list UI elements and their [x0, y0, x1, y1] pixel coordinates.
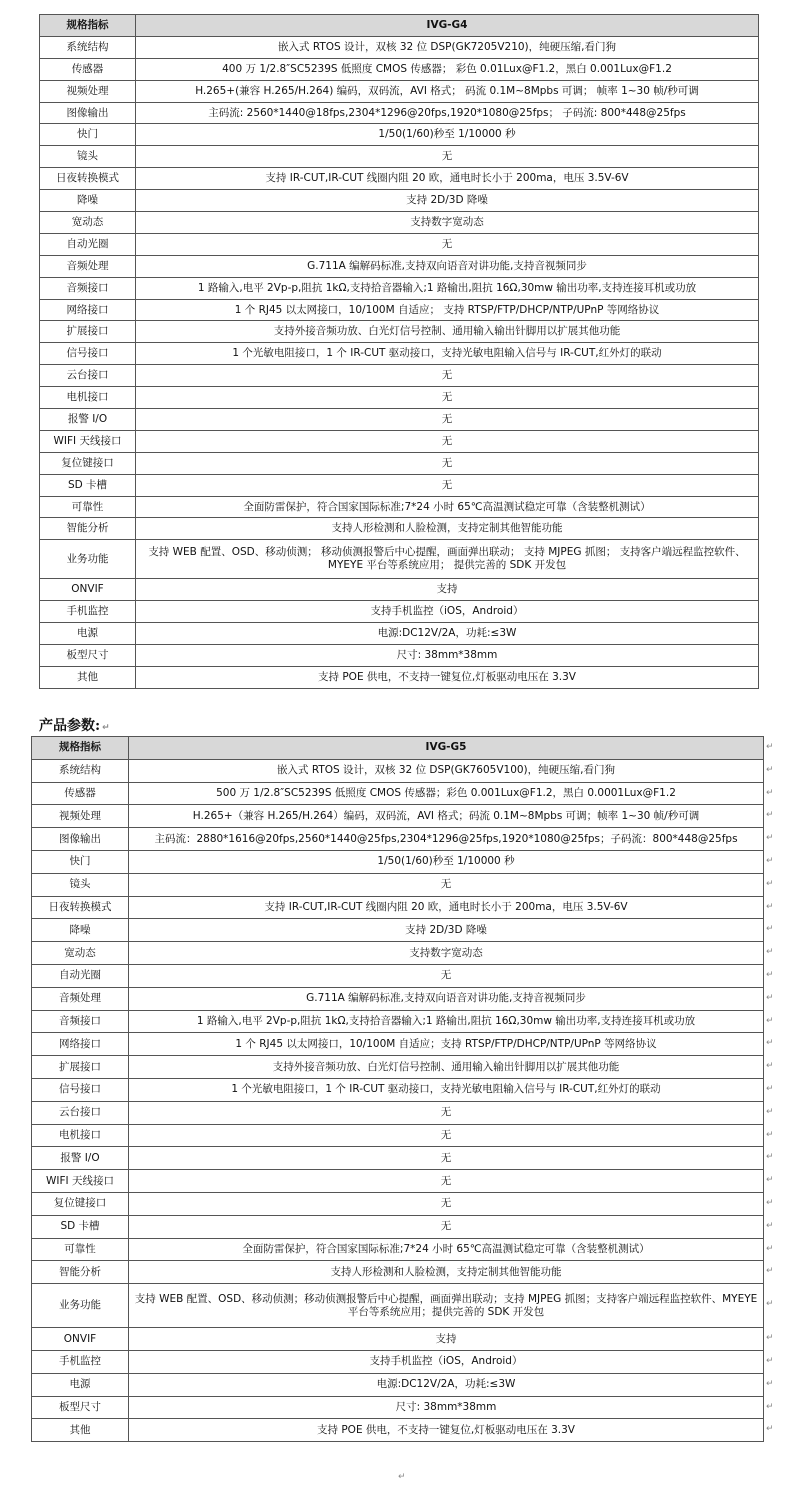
- spec-value-cell: 支持 WEB 配置、OSD、移动侦测；移动侦测报警后中心提醒，画面弹出联动；支持 MJPEG 抓图；支持客户端远程监控软件、MYEYE 平台等系统应用；提供完善的 SDK 开发包: [129, 1284, 764, 1328]
- spec-value-cell: 支持: [129, 1328, 764, 1351]
- table-row: [32, 1101, 764, 1124]
- spec-label-cell: ONVIF: [32, 1328, 129, 1351]
- table-row: [32, 1010, 764, 1033]
- spec-value-cell: 无: [129, 1170, 764, 1193]
- spec-label-cell: 其他: [32, 1419, 129, 1442]
- table-row: [32, 1350, 764, 1373]
- paragraph-mark: ↵: [766, 969, 774, 980]
- table-row: [32, 1238, 764, 1261]
- table-row: [40, 255, 759, 277]
- spec-label-cell: 音频接口: [40, 277, 136, 299]
- paragraph-mark: ↵: [766, 992, 774, 1003]
- spec-label-cell: 扩展接口: [40, 321, 136, 343]
- table-row: [32, 1170, 764, 1193]
- spec-value-cell: 支持 2D/3D 降噪: [129, 919, 764, 942]
- spec-value-cell: H.265+(兼容 H.265/H.264) 编码，双码流，AVI 格式； 码流 0.1M~8Mpbs 可调； 帧率 1~30 帧/秒可调: [136, 80, 759, 102]
- spec-value-cell: 无: [136, 233, 759, 255]
- spec-label-cell: 电源: [32, 1373, 129, 1396]
- spec-value-cell: 支持人形检测和人脸检测，支持定制其他智能功能: [136, 518, 759, 540]
- table-row: [40, 601, 759, 623]
- spec-label-cell: 日夜转换模式: [40, 168, 136, 190]
- spec-value-cell: 支持 POE 供电，不支持一键复位,灯板驱动电压在 3.3V: [136, 666, 759, 688]
- paragraph-mark: ↵: [766, 1243, 774, 1254]
- table-row: [40, 233, 759, 255]
- paragraph-mark: ↵: [766, 1151, 774, 1162]
- table-row: [32, 919, 764, 942]
- spec-value-cell: 无: [129, 873, 764, 896]
- table-row: [40, 452, 759, 474]
- spec-value-cell: 支持数字宽动态: [136, 212, 759, 234]
- table-row: [32, 1419, 764, 1442]
- table-row: [32, 1284, 764, 1328]
- table-row: [32, 828, 764, 851]
- spec-value-cell: 主码流: 2560*1440@18fps,2304*1296@20fps,1920*1080@25fps； 子码流: 800*448@25fps: [136, 102, 759, 124]
- spec-value-cell: 1 路输入,电平 2Vp-p,阻抗 1kΩ,支持拾音器输入;1 路输出,阻抗 16Ω,30mw 输出功率,支持连接耳机或功放: [136, 277, 759, 299]
- paragraph-mark: ↵: [766, 1332, 774, 1343]
- table-row: [40, 58, 759, 80]
- paragraph-mark: ↵: [766, 946, 774, 957]
- spec-value-cell: 支持人形检测和人脸检测，支持定制其他智能功能: [129, 1261, 764, 1284]
- spec-value-cell: 支持数字宽动态: [129, 942, 764, 965]
- table-row: [32, 873, 764, 896]
- table-row: [32, 1056, 764, 1079]
- spec-value-cell: 支持 IR-CUT,IR-CUT 线圈内阻 20 欧，通电时长小于 200ma，电压 3.5V-6V: [129, 896, 764, 919]
- table-header-row: [40, 15, 759, 37]
- spec-value-cell: 尺寸: 38mm*38mm: [136, 645, 759, 667]
- spec-label-cell: ONVIF: [40, 579, 136, 601]
- spec-label-cell: 网络接口: [32, 1033, 129, 1056]
- spec-label-cell: 图像输出: [40, 102, 136, 124]
- spec-value-cell: 1/50(1/60)秒至 1/10000 秒: [129, 850, 764, 873]
- paragraph-mark-end: ↵: [398, 1472, 406, 1482]
- table-row: [32, 805, 764, 828]
- spec-label-cell: 镜头: [40, 146, 136, 168]
- table-row: [40, 430, 759, 452]
- spec-label-cell: 信号接口: [32, 1078, 129, 1101]
- spec-value-cell: 无: [136, 387, 759, 409]
- spec-value-cell: 1 个 RJ45 以太网接口，10/100M 自适应； 支持 RTSP/FTP/DHCP/NTP/UPnP 等网络协议: [136, 299, 759, 321]
- table-row: [40, 387, 759, 409]
- paragraph-mark: ↵: [766, 832, 774, 843]
- spec-value-cell: 主码流：2880*1616@20fps,2560*1440@25fps,2304*1296@25fps,1920*1080@25fps；子码流：800*448@25fps: [129, 828, 764, 851]
- spec-label-cell: 音频接口: [32, 1010, 129, 1033]
- table-row: [40, 168, 759, 190]
- spec-value-cell: 1/50(1/60)秒至 1/10000 秒: [136, 124, 759, 146]
- spec-table-ivg-g4: [39, 14, 759, 689]
- paragraph-mark: ↵: [766, 764, 774, 775]
- table-row: [40, 623, 759, 645]
- spec-label-cell: 手机监控: [40, 601, 136, 623]
- paragraph-mark: ↵: [766, 1265, 774, 1276]
- spec-value-cell: 400 万 1/2.8″SC5239S 低照度 CMOS 传感器； 彩色 0.01Lux@F1.2，黑白 0.001Lux@F1.2: [136, 58, 759, 80]
- paragraph-mark: ↵: [766, 809, 774, 820]
- table-row: [40, 474, 759, 496]
- paragraph-mark: ↵: [766, 741, 774, 752]
- paragraph-mark: ↵: [766, 1423, 774, 1434]
- paragraph-mark: ↵: [766, 1197, 774, 1208]
- spec-value-cell: 1 个光敏电阻接口，1 个 IR-CUT 驱动接口，支持光敏电阻输入信号与 IR-CUT,红外灯的联动: [129, 1078, 764, 1101]
- spec-label-cell: 图像输出: [32, 828, 129, 851]
- table-row: [40, 277, 759, 299]
- table-row: [32, 1147, 764, 1170]
- table-row: [32, 850, 764, 873]
- spec-value-cell: 支持外接音频功放、白光灯信号控制、通用输入输出针脚用以扩展其他功能: [136, 321, 759, 343]
- table-row: [40, 496, 759, 518]
- spec-label-cell: WIFI 天线接口: [32, 1170, 129, 1193]
- paragraph-mark: ↵: [766, 1174, 774, 1185]
- table-row: [32, 1215, 764, 1238]
- paragraph-mark: ↵: [766, 855, 774, 866]
- header-spec-label: 规格指标: [40, 15, 136, 37]
- spec-label-cell: 系统结构: [40, 36, 136, 58]
- spec-value-cell: H.265+（兼容 H.265/H.264）编码，双码流，AVI 格式；码流 0.1M~8Mpbs 可调；帧率 1~30 帧/秒可调: [129, 805, 764, 828]
- table-row: [32, 1033, 764, 1056]
- paragraph-mark: ↵: [766, 1015, 774, 1026]
- table-row: [40, 579, 759, 601]
- table-row: [32, 964, 764, 987]
- table-row: [40, 409, 759, 431]
- spec-label-cell: 云台接口: [40, 365, 136, 387]
- spec-label-cell: 其他: [40, 666, 136, 688]
- paragraph-mark: ↵: [766, 901, 774, 912]
- spec-value-cell: 无: [136, 146, 759, 168]
- spec-value-cell: 无: [129, 1101, 764, 1124]
- table-row: [40, 540, 759, 579]
- table-row: [32, 782, 764, 805]
- spec-value-cell: 嵌入式 RTOS 设计，双核 32 位 DSP(GK7605V100)，纯硬压缩,看门狗: [129, 759, 764, 782]
- spec-label-cell: 智能分析: [40, 518, 136, 540]
- table-row: [40, 321, 759, 343]
- spec-label-cell: 降噪: [32, 919, 129, 942]
- spec-value-cell: 无: [136, 365, 759, 387]
- spec-label-cell: 宽动态: [32, 942, 129, 965]
- spec-value-cell: 全面防雷保护，符合国家国际标准;7*24 小时 65℃高温测试稳定可靠（含装整机测试）: [129, 1238, 764, 1261]
- spec-value-cell: 支持 POE 供电，不支持一键复位,灯板驱动电压在 3.3V: [129, 1419, 764, 1442]
- paragraph-mark: ↵: [766, 1037, 774, 1048]
- table-row: [40, 190, 759, 212]
- spec-label-cell: 云台接口: [32, 1101, 129, 1124]
- spec-value-cell: 无: [129, 1124, 764, 1147]
- spec-label-cell: 可靠性: [40, 496, 136, 518]
- spec-label-cell: 视频处理: [32, 805, 129, 828]
- spec-value-cell: 无: [129, 1215, 764, 1238]
- spec-value-cell: 支持手机监控（iOS，Android）: [129, 1350, 764, 1373]
- spec-table-ivg-g5: [31, 736, 764, 1442]
- spec-label-cell: 自动光圈: [32, 964, 129, 987]
- spec-label-cell: 快门: [32, 850, 129, 873]
- table-row: [40, 343, 759, 365]
- paragraph-mark: ↵: [766, 1129, 774, 1140]
- spec-label-cell: 音频处理: [32, 987, 129, 1010]
- spec-label-cell: 音频处理: [40, 255, 136, 277]
- spec-label-cell: 扩展接口: [32, 1056, 129, 1079]
- spec-value-cell: 1 个 RJ45 以太网接口，10/100M 自适应；支持 RTSP/FTP/DHCP/NTP/UPnP 等网络协议: [129, 1033, 764, 1056]
- table-row: [40, 146, 759, 168]
- spec-label-cell: 镜头: [32, 873, 129, 896]
- spec-label-cell: 报警 I/O: [32, 1147, 129, 1170]
- spec-label-cell: 快门: [40, 124, 136, 146]
- spec-label-cell: 报警 I/O: [40, 409, 136, 431]
- spec-label-cell: 传感器: [32, 782, 129, 805]
- table-row: [32, 1124, 764, 1147]
- spec-value-cell: 尺寸: 38mm*38mm: [129, 1396, 764, 1419]
- spec-value-cell: 500 万 1/2.8″SC5239S 低照度 CMOS 传感器；彩色 0.001Lux@F1.2，黑白 0.0001Lux@F1.2: [129, 782, 764, 805]
- table-row: [40, 124, 759, 146]
- paragraph-mark: ↵: [766, 878, 774, 889]
- spec-label-cell: 系统结构: [32, 759, 129, 782]
- spec-value-cell: 支持 2D/3D 降噪: [136, 190, 759, 212]
- table-row: [32, 1261, 764, 1284]
- spec-value-cell: 无: [129, 1192, 764, 1215]
- spec-value-cell: 电源:DC12V/2A，功耗:≤3W: [136, 623, 759, 645]
- paragraph-mark: ↵: [766, 1106, 774, 1117]
- paragraph-mark: ↵: [766, 1083, 774, 1094]
- paragraph-mark: ↵: [766, 1378, 774, 1389]
- spec-value-cell: G.711A 编解码标准,支持双向语音对讲功能,支持音视频同步: [136, 255, 759, 277]
- header-spec-label: 规格指标: [32, 737, 129, 760]
- spec-label-cell: 板型尺寸: [32, 1396, 129, 1419]
- spec-value-cell: 无: [129, 964, 764, 987]
- spec-label-cell: 宽动态: [40, 212, 136, 234]
- spec-label-cell: 复位键接口: [40, 452, 136, 474]
- spec-label-cell: 板型尺寸: [40, 645, 136, 667]
- spec-label-cell: 电机接口: [32, 1124, 129, 1147]
- table-header-row: [32, 737, 764, 760]
- spec-value-cell: 无: [136, 409, 759, 431]
- table-row: [40, 36, 759, 58]
- table-row: [40, 102, 759, 124]
- spec-label-cell: 信号接口: [40, 343, 136, 365]
- spec-value-cell: 支持手机监控（iOS，Android）: [136, 601, 759, 623]
- table-row: [32, 1396, 764, 1419]
- spec-value-cell: 支持: [136, 579, 759, 601]
- table-row: [32, 1328, 764, 1351]
- spec-label-cell: 传感器: [40, 58, 136, 80]
- spec-label-cell: 可靠性: [32, 1238, 129, 1261]
- paragraph-mark: ↵: [766, 1060, 774, 1071]
- table-row: [32, 987, 764, 1010]
- table-row: [32, 1373, 764, 1396]
- header-model-name: IVG-G5: [129, 737, 764, 760]
- table-row: [32, 1078, 764, 1101]
- table-row: [32, 896, 764, 919]
- paragraph-mark: ↵: [766, 1299, 774, 1309]
- header-model-name: IVG-G4: [136, 15, 759, 37]
- spec-value-cell: 电源:DC12V/2A，功耗:≤3W: [129, 1373, 764, 1396]
- spec-value-cell: 无: [129, 1147, 764, 1170]
- spec-value-cell: 1 个光敏电阻接口，1 个 IR-CUT 驱动接口，支持光敏电阻输入信号与 IR-CUT,红外灯的联动: [136, 343, 759, 365]
- table-row: [32, 1192, 764, 1215]
- table-row: [40, 80, 759, 102]
- table-row: [40, 645, 759, 667]
- spec-value-cell: 无: [136, 430, 759, 452]
- spec-value-cell: 全面防雷保护，符合国家国际标准;7*24 小时 65℃高温测试稳定可靠（含装整机测试）: [136, 496, 759, 518]
- spec-label-cell: 日夜转换模式: [32, 896, 129, 919]
- table-row: [32, 759, 764, 782]
- spec-value-cell: 1 路输入,电平 2Vp-p,阻抗 1kΩ,支持拾音器输入;1 路输出,阻抗 16Ω,30mw 输出功率,支持连接耳机或功放: [129, 1010, 764, 1033]
- spec-label-cell: 网络接口: [40, 299, 136, 321]
- spec-label-cell: SD 卡槽: [40, 474, 136, 496]
- spec-value-cell: 支持外接音频功放、白光灯信号控制、通用输入输出针脚用以扩展其他功能: [129, 1056, 764, 1079]
- spec-label-cell: 视频处理: [40, 80, 136, 102]
- table-row: [40, 518, 759, 540]
- spec-label-cell: WIFI 天线接口: [40, 430, 136, 452]
- table-row: [40, 299, 759, 321]
- table-row: [40, 212, 759, 234]
- paragraph-mark: ↵: [766, 1220, 774, 1231]
- spec-label-cell: 业务功能: [32, 1284, 129, 1328]
- spec-value-cell: 嵌入式 RTOS 设计，双核 32 位 DSP(GK7205V210)，纯硬压缩,看门狗: [136, 36, 759, 58]
- section-title-product-params: 产品参数: ↵: [39, 718, 110, 734]
- spec-label-cell: 降噪: [40, 190, 136, 212]
- table-row: [32, 942, 764, 965]
- spec-value-cell: 支持 IR-CUT,IR-CUT 线圈内阻 20 欧，通电时长小于 200ma，电压 3.5V-6V: [136, 168, 759, 190]
- spec-label-cell: SD 卡槽: [32, 1215, 129, 1238]
- spec-label-cell: 复位键接口: [32, 1192, 129, 1215]
- spec-label-cell: 手机监控: [32, 1350, 129, 1373]
- paragraph-mark: ↵: [766, 787, 774, 798]
- spec-label-cell: 电源: [40, 623, 136, 645]
- paragraph-mark: ↵: [766, 1401, 774, 1412]
- spec-value-cell: 无: [136, 452, 759, 474]
- table-row: [40, 365, 759, 387]
- table-row: [40, 666, 759, 688]
- spec-label-cell: 智能分析: [32, 1261, 129, 1284]
- spec-label-cell: 自动光圈: [40, 233, 136, 255]
- paragraph-mark: ↵: [766, 923, 774, 934]
- spec-value-cell: G.711A 编解码标准,支持双向语音对讲功能,支持音视频同步: [129, 987, 764, 1010]
- spec-label-cell: 业务功能: [40, 540, 136, 579]
- spec-value-cell: 无: [136, 474, 759, 496]
- spec-label-cell: 电机接口: [40, 387, 136, 409]
- paragraph-mark: ↵: [766, 1355, 774, 1366]
- spec-value-cell: 支持 WEB 配置、OSD、移动侦测； 移动侦测报警后中心提醒，画面弹出联动； 支持 MJPEG 抓图； 支持客户端远程监控软件、MYEYE 平台等系统应用； 提供完善的 SDK 开发包: [136, 540, 759, 579]
